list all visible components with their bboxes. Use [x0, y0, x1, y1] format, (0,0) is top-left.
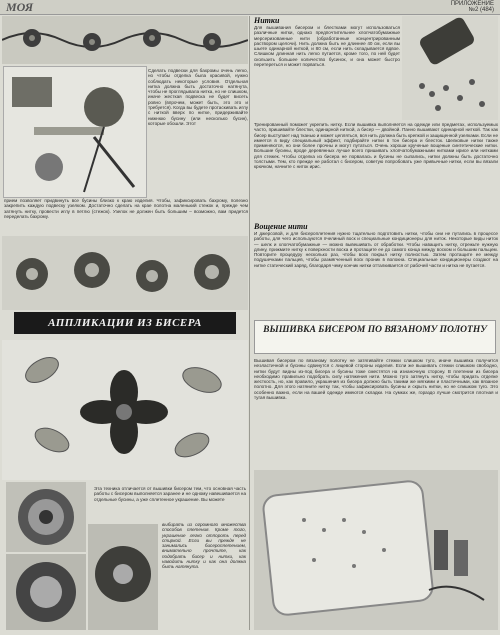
flowers-strip-illustration: [2, 236, 248, 310]
tools-photo: [3, 66, 147, 198]
beaded-flower-photo-2: [6, 554, 86, 630]
knit-banner-title: ВЫШИВКА БИСЕРОМ ПО ВЯЗАНОМУ ПОЛОТНУ: [263, 325, 487, 335]
knit-body-paragraph: Вышивая бисером по вязаному полотну не затягивайте стежки слишком туго, иначе вышивка получится неэластичной и бусины сдвинутся с лицевой стороны изделия. Если же вышивать стежки слишком свободно, нитки будут видны из-под бисера и бусины тоже сместятся на изнаночную сторону. В плетении из бисера необходимо правильно подобрать силу натяжения нити. Можно туго затянуть нитку, чтобы придать отделке жесткость, но, как правило, украшения из бисера должно быть такими же мягкими и пластичными, как вязаное полотно. Для этого натяните нитку так, чтобы зафиксировать бусины и скрыть нитки, но не слишком туго. Это особенно важно, если на вашей одежде имеются складки. На сумках же, гораздо лучше смотрится плотная и тугая вышивка.: [254, 358, 498, 401]
magazine-logo: МОЯ: [6, 0, 34, 14]
leaves-illustration: [2, 340, 248, 480]
threads-heading: Нитки: [254, 16, 280, 25]
issue-info: [451, 1, 494, 13]
applique-leaves-photo: [2, 340, 248, 480]
applique-text-continued: [162, 522, 246, 570]
spool-illustration: [402, 16, 498, 120]
issue-number: №2 (484): [468, 7, 494, 13]
fringe-text-continued: [4, 198, 248, 219]
fringe-paragraph: Сделать подвески для бахромы очень легко, но чтобы отделка была красивой, нужно соблюдать некоторые условия. Отдельная нитка должна быть достаточно натянута, чтобы не проглядывала нитка, но не слишком, иначе жесткая подвеска не будет висеть ровно (впрочем, может быть, это это и требуется). Когда вы будете протаскивать иглу с ниткой вверх по нитке, придерживайте нижнюю бусину (или несколько бусин), которые обошли. Этот: [148, 68, 248, 126]
knit-section: [254, 358, 498, 400]
threads-body-paragraph: Тренированный поможет укрепить нитку. Если вышивка выполняется на одежде или предметах, используемых часто, пришивайте блестки, одинарной ниткой, а бисер — двойной. Панно вышивают одинарной ниткой. Так как бисер выступает над тканью и может цепляться, вся нить должна быть крепкой и защищенной узелками. Если не имеется в виду специальный эффект, подбирайте нитки в тон бисера и блесток. Шелковые нитки также применяются, но они более прочны и могут путаться. Очень хороши крученые вощеные синтетические нитки. Большие бусины, вроде деревянных лучше всего пришивать хлопчатобумажными нитками ирисе или нитками для стежек. Чтобы отделка из бисера не порвалась и бусины не сыпались, нитки должны быть достаточно толстыми. Тем, кто прежде не работал с бисером, советую попробовать уже привычные нитки, если вы вязали крючком, начните с ниток ирис.: [254, 122, 498, 170]
threads-body-block: [254, 122, 498, 170]
knit-embroidery-banner: [254, 320, 496, 354]
fringe-paragraph-continued: прием позволяет придвинуть все бусины близко к краю изделия. Чтобы, зафиксировать бахрому, полезно закрепить каждую подвеску узелком. Достаточно сделать на крае полотна маленький стежок и, прежде чем затянуть нитку, провести иглу в петлю (стежок). Узелок не должен быть большим – возможно, вам придется переделать бахрому.: [4, 198, 248, 219]
applique-section-banner: [14, 312, 236, 334]
pillow-illustration: [254, 470, 498, 630]
issue-supplement: ПРИЛОЖЕНИЕ: [450, 1, 494, 7]
waxing-section: [254, 222, 498, 268]
waxing-body-paragraph: И джерсовой, и для бисероплетения нужно тщательно подготовить нитки, чтобы они не путались в процессе работы, для чего используются пчелиный воск и специальные кондиционеры для ниток. Некоторые виды ниток — шелк и хлопчатобумажные — можно вывешивать от обработки. Чтобы наващить нитку, отрежьте нужную длину, прижмите нитку к поверхности воска и протащите ее до самого конца между воском и большим пальцем. Повторите процедуру несколько раз, чтобы воск покрыл нитку полностью. Затем протащите ее между подушечками пальцев, чтобы размягченный воск проник в волокна. Специальные кондиционеры создают на нитке статический заряд, благодаря чему кончик нитки отталкивается от рабочей части и нитка не путается.: [254, 231, 498, 268]
applique-text-block: [94, 486, 246, 502]
beaded-flower-photo-1: [6, 482, 86, 552]
beaded-fringe-illustration: [2, 16, 248, 64]
beaded-flower-photo-3: [88, 524, 158, 630]
embroidered-pillow-photo: [254, 470, 498, 630]
beaded-fringe-photo: [2, 16, 248, 64]
tools-illustration: [4, 67, 146, 197]
page-header: [0, 0, 500, 15]
thread-spool-photo: [402, 16, 498, 120]
threads-intro-paragraph: Для вышивания бисером и блестками могут использоваться различные нитки, однако предпочтительнее хлопчатобумажные мерсеризованные нити (обработанные концентрированным раствором щелочи). Нить должна быть не длиннее 40 см, если вы шьете одинарной ниткой, и 80 см, если нить складывается вдвое. Слишком длинная нить легко путается, кроме того, по ней будет скользить большее количество бусинок, и она может быстро перетереться и может порваться.: [254, 25, 400, 68]
beaded-flowers-strip-photo: [2, 236, 248, 310]
applique-paragraph-2: выбирать из огромного множества способов плетения. Кроме того, украшение легко отпороть перед стиркой. Если вы прежде не занимались бисероплетением, внимательно прочтите, как подобрать бисер и нитки, как наводить нитку и как она должна быть натянута.: [162, 522, 246, 570]
fringe-text-block: [148, 68, 248, 126]
column-divider: [249, 16, 250, 630]
applique-paragraph-1: Эта техника отличается от вышивки бисером тем, что основная часть работы с бисером выполняется заранее и не одному навешивается на отдельные бусины, а уже сплетенное украшение. Вы можете: [94, 486, 246, 502]
threads-section: [254, 16, 400, 67]
applique-banner-title: АППЛИКАЦИИ ИЗ БИСЕРА: [48, 317, 202, 329]
waxing-heading: Вощение нити: [254, 222, 308, 231]
